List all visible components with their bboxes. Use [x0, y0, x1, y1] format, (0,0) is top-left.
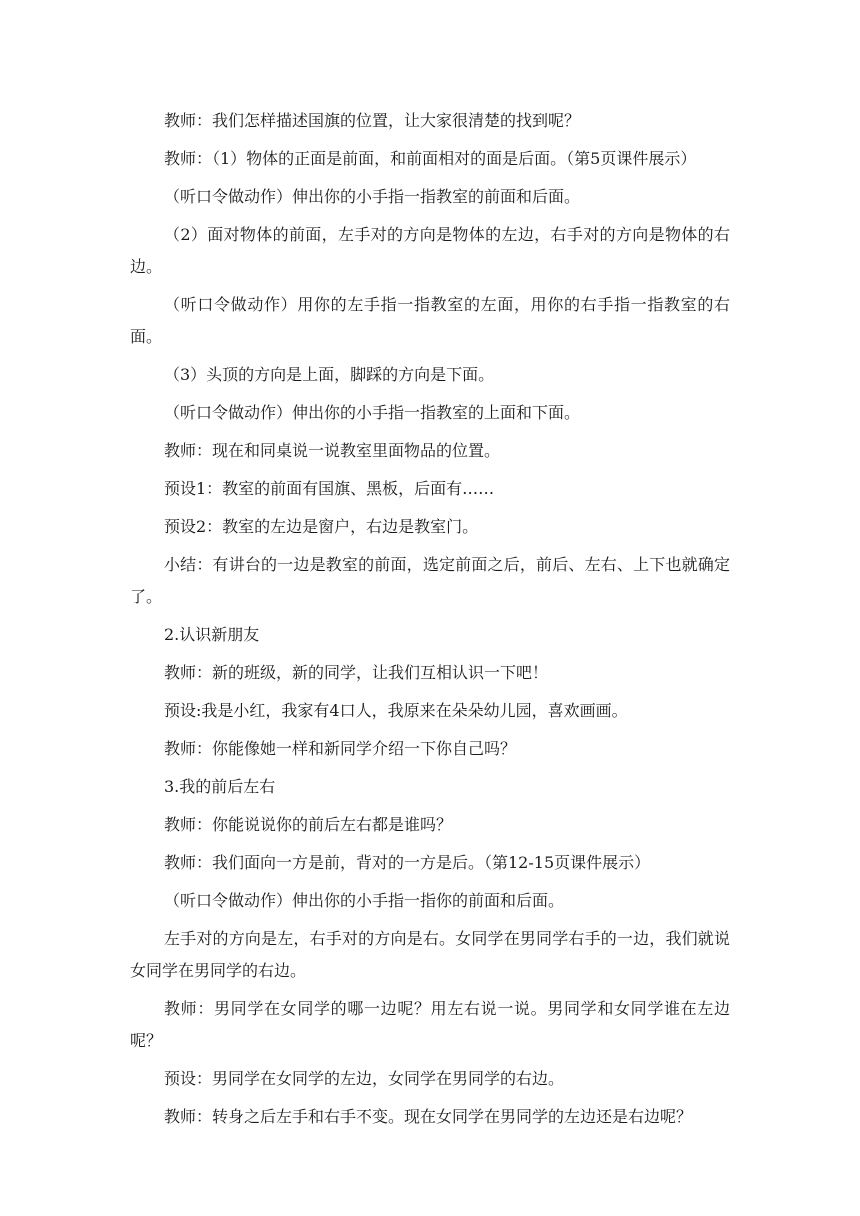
section-heading: 2.认识新朋友 [164, 625, 260, 644]
paragraph: （3）头顶的方向是上面，脚踩的方向是下面。 [164, 365, 495, 384]
paragraph: 左手对的方向是左，右手对的方向是右。女同学在男同学右手的一边，我们就说女同学在男同学的右边。 [130, 929, 730, 980]
paragraph: 教师：男同学在女同学的哪一边呢？用左右说一说。男同学和女同学谁在左边呢？ [130, 999, 730, 1050]
section-heading: 3.我的前后左右 [164, 777, 276, 796]
paragraph: 教师：我们面向一方是前，背对的一方是后。（第12-15页课件展示） [164, 853, 651, 872]
paragraph: （听口令做动作）伸出你的小手指一指教室的上面和下面。 [164, 403, 581, 422]
paragraph: 小结：有讲台的一边是教室的前面，选定前面之后，前后、左右、上下也就确定了。 [130, 555, 730, 606]
paragraph: 教师：转身之后左手和右手不变。现在女同学在男同学的左边还是右边呢？ [164, 1107, 693, 1126]
paragraph: 教师：你能说说你的前后左右都是谁吗？ [164, 815, 453, 834]
paragraph: 教师：我们怎样描述国旗的位置，让大家很清楚的找到呢？ [164, 111, 581, 130]
paragraph: 预设：男同学在女同学的左边，女同学在男同学的右边。 [164, 1069, 565, 1088]
paragraph: 教师：（1）物体的正面是前面，和前面相对的面是后面。（第5页课件展示） [164, 149, 697, 168]
paragraph: 教师：现在和同桌说一说教室里面物品的位置。 [164, 441, 501, 460]
paragraph: （听口令做动作）伸出你的小手指一指你的前面和后面。 [164, 891, 565, 910]
paragraph: 教师：你能像她一样和新同学介绍一下你自己吗？ [164, 739, 517, 758]
paragraph: 预设:我是小红，我家有4口人，我原来在朵朵幼儿园，喜欢画画。 [164, 701, 628, 720]
document-body [130, 105, 730, 1139]
paragraph: 教师：新的班级，新的同学，让我们互相认识一下吧！ [164, 663, 549, 682]
paragraph: （听口令做动作）伸出你的小手指一指教室的前面和后面。 [164, 187, 581, 206]
paragraph: （2）面对物体的前面，左手对的方向是物体的左边，右手对的方向是物体的右边。 [130, 225, 730, 276]
paragraph: 预设1：教室的前面有国旗、黑板，后面有…… [164, 479, 495, 498]
paragraph: 预设2：教室的左边是窗户，右边是教室门。 [164, 517, 479, 536]
paragraph: （听口令做动作）用你的左手指一指教室的左面，用你的右手指一指教室的右面。 [130, 295, 730, 346]
